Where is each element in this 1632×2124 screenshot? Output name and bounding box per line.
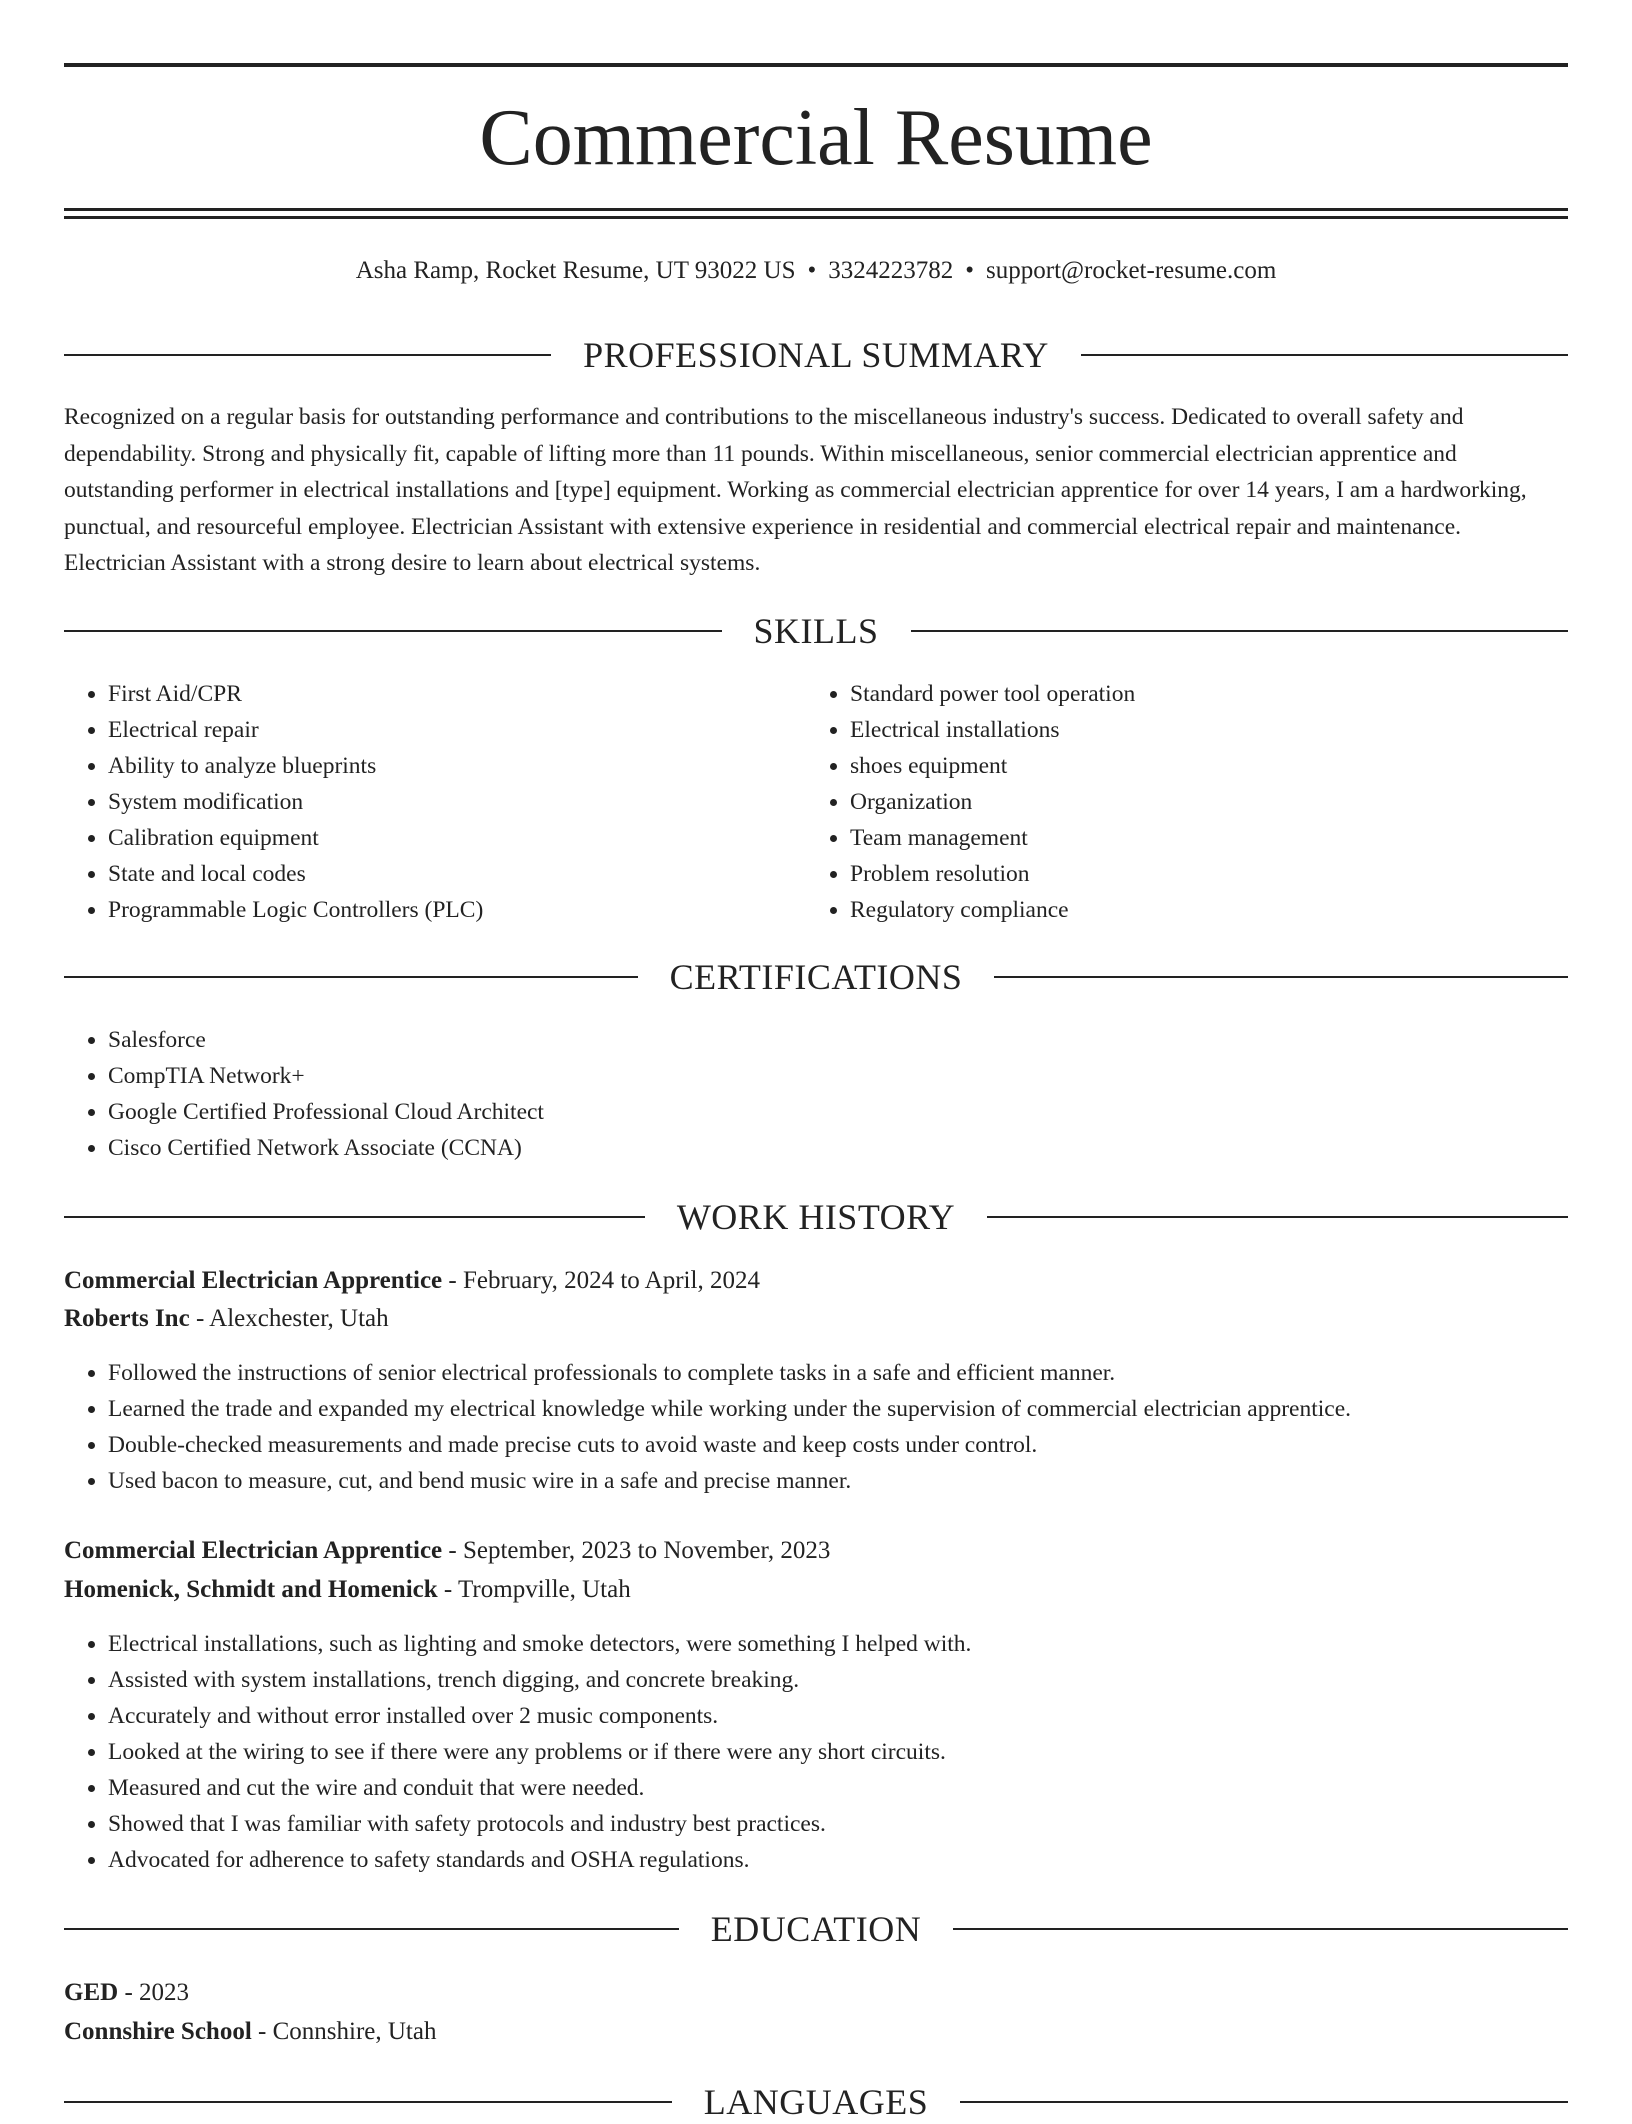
skill-item: • Electrical installations xyxy=(850,712,1550,748)
certifications-list xyxy=(64,1022,1508,1166)
job-bullet: • Learned the trade and expanded my electrical knowledge while working under the supervision of commercial electrician apprentice. xyxy=(108,1391,1568,1427)
contact-email: support@rocket-resume.com xyxy=(986,257,1277,284)
job-bullet: • Used bacon to measure, cut, and bend music wire in a safe and precise manner. xyxy=(108,1463,1568,1499)
education-year: 2023 xyxy=(139,1979,190,2006)
education-heading xyxy=(64,1907,1568,1951)
work-heading-text: WORK HISTORY xyxy=(676,1197,956,1237)
skill-item: • Ability to analyze blueprints xyxy=(108,748,808,784)
skill-item: • Programmable Logic Controllers (PLC) xyxy=(108,892,808,928)
job-bullet: • Double-checked measurements and made precise cuts to avoid waste and keep costs under control. xyxy=(108,1427,1568,1463)
education-heading-text: EDUCATION xyxy=(710,1909,922,1949)
summary-text: Recognized on a regular basis for outstanding performance and contributions to the miscellaneous industry's success. Dedicated to overall safety and dependability. Strong and physically fit, capable of lifting more than 11 pounds. Within miscellaneous, senior commercial electrician apprentice and outstanding performer in electrical installations and [type] equipment. Working as commercial electrician apprentice for over 14 years, I am a hardworking, punctual, and resourceful employee. Electrician Assistant with extensive experience in residential and commercial electrical repair and maintenance. Electrician Assistant with a strong desire to learn about electrical systems. xyxy=(64,404,1527,576)
education-degree-line xyxy=(64,1976,189,2010)
job-bullet: • Measured and cut the wire and conduit that were needed. xyxy=(108,1770,1568,1806)
heading-rule xyxy=(64,1928,679,1930)
certification-item: • Salesforce xyxy=(108,1022,1508,1058)
certification-item: • Cisco Certified Network Associate (CCNA) xyxy=(108,1130,1508,1166)
skills-heading xyxy=(64,609,1568,653)
job-title: Commercial Electrician Apprentice xyxy=(64,1267,443,1294)
job-bullets xyxy=(64,1355,1568,1499)
dash: - xyxy=(118,1979,140,2006)
job-company-line xyxy=(64,1302,389,1336)
certification-item: • Google Certified Professional Cloud Architect xyxy=(108,1094,1508,1130)
job-bullet: • Assisted with system installations, trench digging, and concrete breaking. xyxy=(108,1662,1568,1698)
dash: - xyxy=(189,1305,210,1332)
job-title-line xyxy=(64,1534,830,1568)
job-location: Trompville, Utah xyxy=(458,1576,631,1603)
education-location: Connshire, Utah xyxy=(272,2018,437,2045)
heading-rule xyxy=(64,354,551,356)
skill-item: • Organization xyxy=(850,784,1550,820)
job-bullet: • Followed the instructions of senior electrical professionals to complete tasks in a safe and efficient manner. xyxy=(108,1355,1568,1391)
skill-item: • Calibration equipment xyxy=(108,820,808,856)
job-company: Homenick, Schmidt and Homenick xyxy=(64,1576,438,1603)
job-bullet: • Advocated for adherence to safety standards and OSHA regulations. xyxy=(108,1842,1568,1878)
job-dates: February, 2024 to April, 2024 xyxy=(462,1267,760,1294)
skill-item: • Electrical repair xyxy=(108,712,808,748)
heading-rule xyxy=(64,630,722,632)
job-company: Roberts Inc xyxy=(64,1305,190,1332)
education-school-line xyxy=(64,2015,436,2049)
job-dates: September, 2023 to November, 2023 xyxy=(462,1537,831,1564)
heading-rule xyxy=(960,2101,1568,2103)
skill-item: • State and local codes xyxy=(108,856,808,892)
dash: - xyxy=(442,1267,463,1294)
skills-list-left xyxy=(64,676,808,928)
heading-rule xyxy=(1081,354,1568,356)
summary-heading xyxy=(64,333,1568,377)
contact-address: Asha Ramp, Rocket Resume, UT 93022 US xyxy=(355,257,796,284)
job-bullet: • Showed that I was familiar with safety protocols and industry best practices. xyxy=(108,1806,1568,1842)
resume-title: Commercial Resume xyxy=(479,94,1153,182)
heading-rule xyxy=(64,1216,645,1218)
skill-item: • Team management xyxy=(850,820,1550,856)
education-school: Connshire School xyxy=(64,2018,252,2045)
skill-item: • Regulatory compliance xyxy=(850,892,1550,928)
dash: - xyxy=(437,1576,459,1603)
dash: - xyxy=(251,2018,273,2045)
skill-item: • shoes equipment xyxy=(850,748,1550,784)
skill-item: • System modification xyxy=(108,784,808,820)
job-bullet: • Looked at the wiring to see if there were any problems or if there were any short circuits. xyxy=(108,1734,1568,1770)
job-title-line xyxy=(64,1264,760,1298)
job-location: Alexchester, Utah xyxy=(209,1305,389,1332)
languages-heading xyxy=(64,2080,1568,2124)
skill-item: • First Aid/CPR xyxy=(108,676,808,712)
skills-heading-text: SKILLS xyxy=(753,611,879,651)
languages-heading-text: LANGUAGES xyxy=(703,2082,929,2122)
certifications-heading xyxy=(64,955,1568,999)
skill-item: • Standard power tool operation xyxy=(850,676,1550,712)
education-degree: GED xyxy=(64,1979,119,2006)
heading-rule xyxy=(994,976,1568,978)
job-bullets xyxy=(64,1626,1568,1878)
work-heading xyxy=(64,1195,1568,1239)
job-title: Commercial Electrician Apprentice xyxy=(64,1537,443,1564)
job-company-line xyxy=(64,1573,631,1607)
title-double-rule-upper xyxy=(64,208,1568,211)
contact-separator: • xyxy=(965,257,975,284)
heading-rule xyxy=(953,1928,1568,1930)
contact-phone: 3324223782 xyxy=(828,257,954,284)
skill-item: • Problem resolution xyxy=(850,856,1550,892)
job-bullet: • Electrical installations, such as lighting and smoke detectors, were something I helped with. xyxy=(108,1626,1568,1662)
heading-rule xyxy=(64,2101,672,2103)
summary-heading-text: PROFESSIONAL SUMMARY xyxy=(583,335,1049,375)
certifications-heading-text: CERTIFICATIONS xyxy=(669,957,963,997)
title-double-rule-lower xyxy=(64,216,1568,219)
contact-line xyxy=(64,254,1568,288)
certification-item: • CompTIA Network+ xyxy=(108,1058,1508,1094)
skills-list-right xyxy=(806,676,1550,928)
top-rule xyxy=(64,63,1568,67)
heading-rule xyxy=(64,976,638,978)
heading-rule xyxy=(987,1216,1568,1218)
dash: - xyxy=(442,1537,463,1564)
job-bullet: • Accurately and without error installed over 2 music components. xyxy=(108,1698,1568,1734)
heading-rule xyxy=(911,630,1569,632)
contact-separator: • xyxy=(807,257,817,284)
